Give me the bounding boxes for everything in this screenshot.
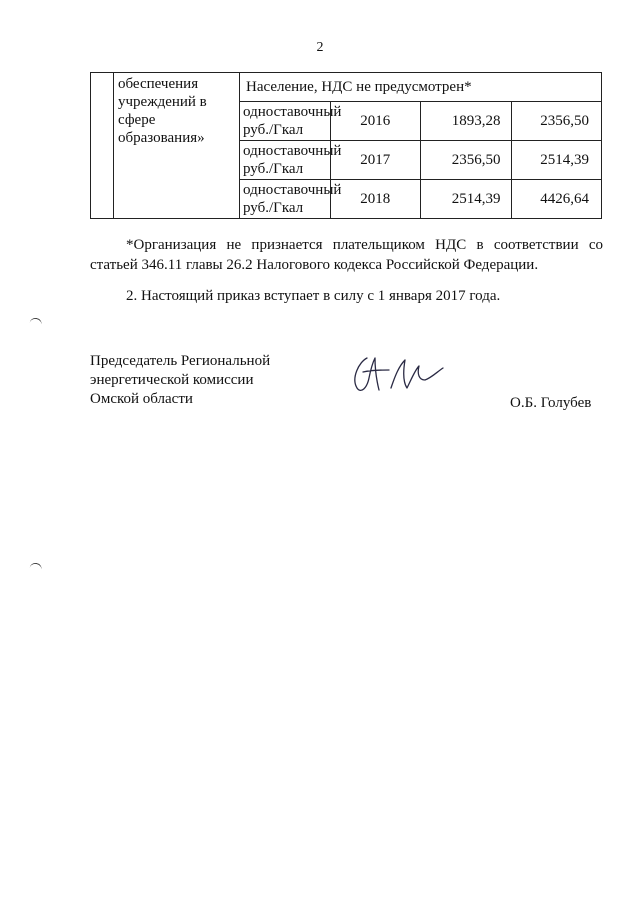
tariff-type-cell — [240, 180, 342, 219]
table-row — [91, 73, 602, 102]
tariff-type: одноставочный — [243, 104, 342, 120]
tariff-table — [90, 72, 602, 219]
value-second-cell: 4426,64 — [511, 180, 602, 219]
value-second-cell: 2514,39 — [511, 141, 602, 180]
value-first-cell: 2514,39 — [421, 180, 512, 219]
vat-footnote: *Организация не признается плательщиком НДС в соответствии со статьей 346.11 главы 26.2 Налогового кодекса Российской Федерации. — [90, 237, 603, 273]
year-cell: 2016 — [330, 102, 421, 141]
handwritten-signature — [345, 348, 445, 398]
signatory-title — [90, 352, 270, 409]
signatory-title-line: энергетической комиссии — [90, 372, 254, 388]
year-cell: 2018 — [330, 180, 421, 219]
value-first-cell: 2356,50 — [421, 141, 512, 180]
binding-mark — [29, 317, 42, 326]
signatory-title-line: Председатель Региональной — [90, 353, 271, 369]
category-line: обеспечения — [118, 76, 199, 92]
group-label: Население, НДС не предусмотрен* — [240, 73, 602, 102]
tariff-type-cell — [240, 141, 342, 180]
tariff-type-cell — [240, 102, 342, 141]
signatory-title-line: Омской области — [90, 391, 193, 407]
effective-date-clause: 2. Настоящий приказ вступает в силу с 1 января 2017 года. — [126, 288, 501, 304]
category-cell — [114, 73, 240, 219]
tariff-type: одноставочный — [243, 143, 342, 159]
tariff-type: одноставочный — [243, 182, 342, 198]
tariff-unit: руб./Гкал — [243, 122, 304, 138]
tariff-unit: руб./Гкал — [243, 161, 304, 177]
category-line: сфере — [118, 112, 156, 128]
binding-mark — [29, 562, 42, 571]
signer-name: О.Б. Голубев — [510, 395, 592, 411]
tariff-unit: руб./Гкал — [243, 200, 304, 216]
index-cell — [91, 73, 114, 219]
page-number: 2 — [316, 40, 324, 55]
value-second-cell: 2356,50 — [511, 102, 602, 141]
year-cell: 2017 — [330, 141, 421, 180]
value-first-cell: 1893,28 — [421, 102, 512, 141]
category-line: образования» — [118, 130, 205, 146]
category-line: учреждений в — [118, 94, 207, 110]
